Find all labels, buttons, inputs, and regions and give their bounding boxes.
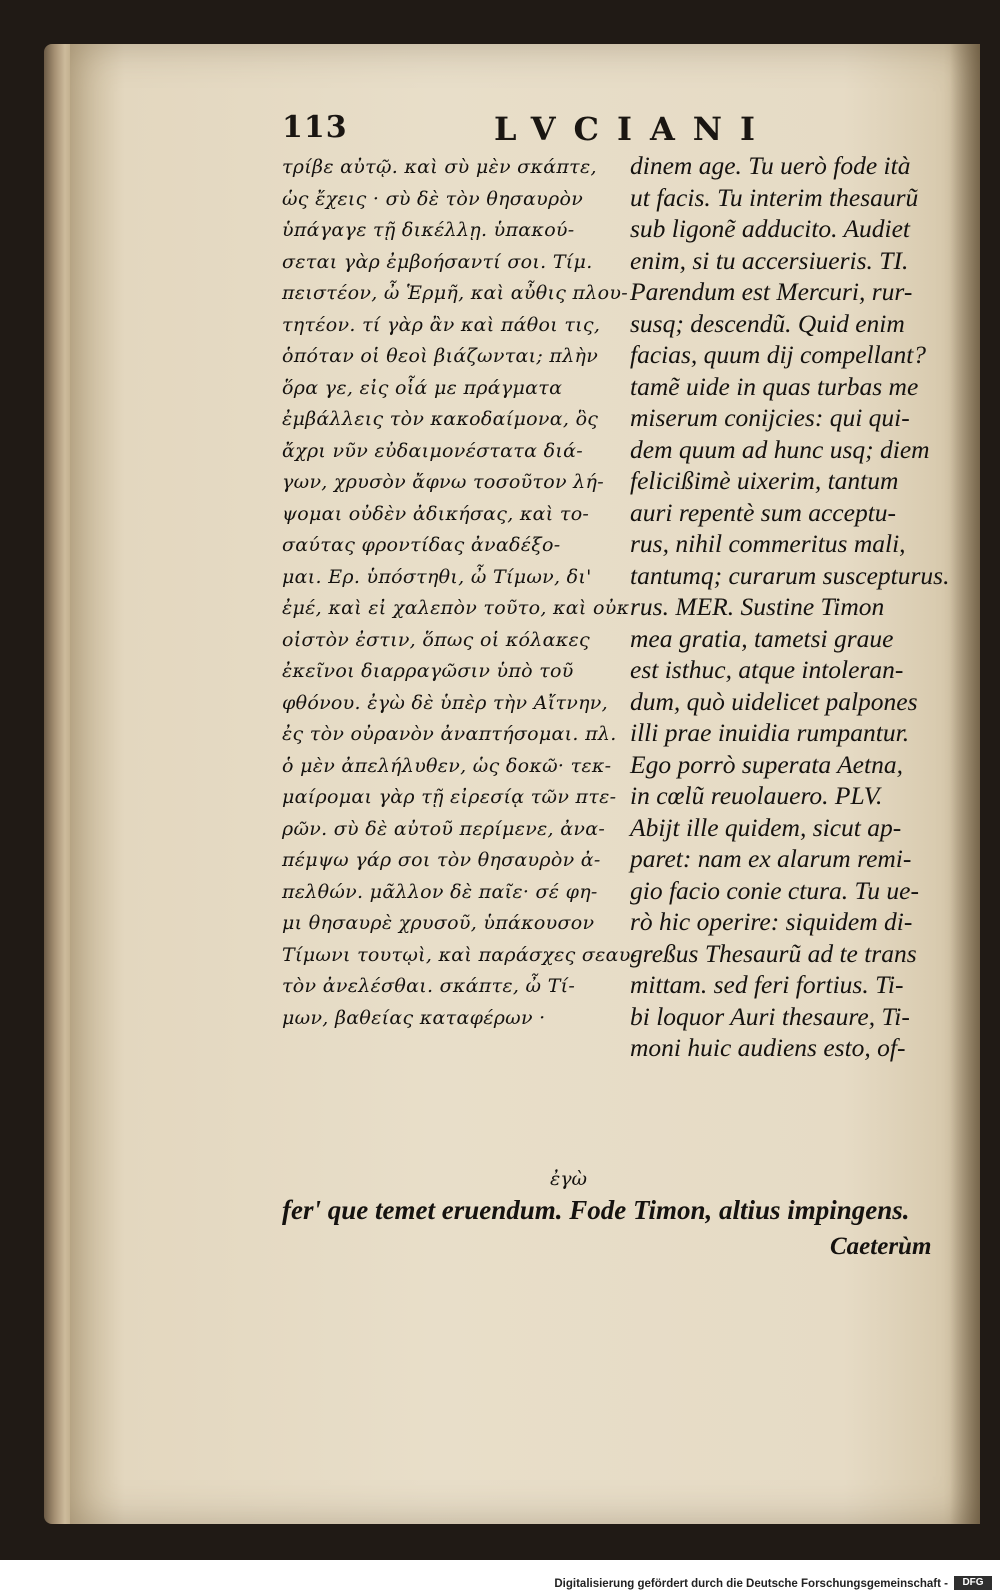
latin-line: sub ligonẽ adducito. Audiet xyxy=(630,214,911,243)
latin-line: tantumq; curarum suscepturus. xyxy=(630,560,950,590)
latin-line: moni huic audiens esto, of- xyxy=(630,1033,906,1062)
latin-line: illi prae inuidia rumpantur. xyxy=(630,718,910,747)
latin-line: facias, quum dij compellant? xyxy=(630,340,927,369)
greek-line: ἐμβάλλεις τὸν κακοδαίμονα, ὃς xyxy=(282,408,599,430)
latin-line: mea gratia, tametsi graue xyxy=(630,623,894,653)
latin-line: est isthuc, atque intoleran- xyxy=(630,655,904,684)
latin-text-column xyxy=(630,150,960,1064)
latin-line: enim, si tu accersiueris. TI. xyxy=(630,245,909,275)
latin-line: rus. MER. Sustine Timon xyxy=(630,592,885,621)
greek-text-column xyxy=(282,152,638,1034)
greek-line: μι θησαυρὲ χρυσοῦ, ὑπάκουσον xyxy=(282,912,595,934)
latin-line: Ego porrò superata Aetna, xyxy=(630,749,903,779)
latin-line: auri repentè sum acceptu- xyxy=(630,497,897,527)
greek-line: μαίρομαι γὰρ τῇ εἰρεσίᾳ τῶν πτε- xyxy=(282,786,617,808)
latin-line: greßus Thesaurũ ad te trans xyxy=(630,938,917,968)
latin-line: mittam. sed feri fortius. Ti- xyxy=(630,970,904,999)
greek-line: ὁ μὲν ἀπελήλυθεν, ὡς δοκῶ· τεκ- xyxy=(282,754,612,777)
greek-line: ρῶν. σὺ δὲ αὐτοῦ περίμενε, ἀνα- xyxy=(282,817,606,840)
latin-line: dinem age. Tu uerò fode ità xyxy=(630,151,911,180)
greek-line: οἰστὸν ἐστιν, ὅπως οἱ κόλακες xyxy=(282,628,590,651)
catchword: Caeterùm xyxy=(830,1233,932,1260)
latin-line: rus, nihil commeritus mali, xyxy=(630,529,906,558)
greek-line: φθόνου. ἐγὼ δὲ ὑπὲρ τὴν Αἴτνην, xyxy=(282,691,608,714)
latin-line: in cœlũ reuolauero. PLV. xyxy=(630,781,883,810)
dfg-logo: DFG xyxy=(954,1576,992,1590)
greek-line: ὁπόταν οἱ θεοὶ βιάζωνται; πλὴν xyxy=(282,345,599,367)
greek-line: πέμψω γάρ σοι τὸν θησαυρὸν ἀ- xyxy=(282,849,601,871)
latin-line: paret: nam ex alarum remi- xyxy=(630,844,912,873)
latin-line: miserum conijcies: qui qui- xyxy=(630,403,910,432)
greek-line: σεται γὰρ ἐμβοήσαντί σοι. Τίμ. xyxy=(282,250,593,273)
latin-line: ut facis. Tu interim thesaurũ xyxy=(630,182,919,212)
latin-line: gio facio conie ctura. Tu ue- xyxy=(630,875,919,905)
full-width-latin-line: fer' que temet eruendum. Fode Timon, altius impingens. xyxy=(282,1195,910,1225)
greek-line: πελθών. μᾶλλον δὲ παῖε· σέ φη- xyxy=(282,880,598,903)
greek-line: τρίβε αὐτῷ. καὶ σὺ μὲν σκάπτε, xyxy=(282,156,597,178)
greek-line: ψομαι οὐδὲν ἀδικήσας, καὶ το- xyxy=(282,502,590,525)
greek-line: μαι. Ερ. ὑπόστηθι, ὦ Τίμων, δι' xyxy=(282,565,592,588)
greek-line: ἐκεῖνοι διαρραγῶσιν ὑπὸ τοῦ xyxy=(282,660,574,682)
greek-line: ἐς τὸν οὐρανὸν ἀναπτήσομαι. πλ. xyxy=(282,723,617,745)
greek-line: γων, χρυσὸν ἄφνω τοσοῦτον λή- xyxy=(282,471,604,493)
greek-line: ὑπάγαγε τῇ δικέλλῃ. ὑπακού- xyxy=(282,219,575,241)
latin-line: rò hic operire: siquidem di- xyxy=(630,907,913,936)
latin-line: Abijt ille quidem, sicut ap- xyxy=(630,812,902,842)
latin-line: Parendum est Mercuri, rur- xyxy=(630,277,913,306)
greek-line: ἐμέ, καὶ εἰ χαλεπὸν τοῦτο, καὶ οὐκ xyxy=(282,597,630,619)
latin-line: dem quum ad hunc usq; diem xyxy=(630,434,930,464)
greek-line: τὸν ἀνελέσθαι. σκάπτε, ὦ Τί- xyxy=(282,975,576,997)
funding-credit: Digitalisierung gefördert durch die Deutsche Forschungsgemeinschaft - xyxy=(554,1578,948,1590)
greek-line: Τίμωνι τουτῳὶ, καὶ παράσχες σεαυ- xyxy=(282,943,638,966)
greek-line: τητέον. τί γὰρ ἂν καὶ πάθοι τις, xyxy=(282,313,601,336)
greek-line: μων, βαθείας καταφέρων · xyxy=(282,1006,546,1029)
greek-line: ὅρα γε, εἰς οἷά με πράγματα xyxy=(282,376,563,399)
page-number: 113 xyxy=(282,110,348,145)
greek-line: σαύτας φροντίδας ἀναδέξο- xyxy=(282,534,561,556)
latin-line: felicißimè uixerim, tantum xyxy=(630,466,899,495)
greek-line: ἄχρι νῦν εὐδαιμονέστατα διά- xyxy=(282,439,583,462)
latin-line: bi loquor Auri thesaure, Ti- xyxy=(630,1001,910,1031)
page-header xyxy=(282,110,982,150)
running-title: LVCIANI xyxy=(494,110,774,148)
latin-line: susq; descendũ. Quid enim xyxy=(630,308,905,338)
greek-line: ὡς ἔχεις · σὺ δὲ τὸν θησαυρὸν xyxy=(282,187,584,210)
greek-line: πειστέον, ὦ Ἑρμῆ, καὶ αὖθις πλου- xyxy=(282,282,628,304)
latin-line: tamẽ uide in quas turbas me xyxy=(630,371,919,401)
latin-line: dum, quò uidelicet palpones xyxy=(630,686,918,716)
greek-catchword: ἐγὼ xyxy=(550,1168,588,1190)
